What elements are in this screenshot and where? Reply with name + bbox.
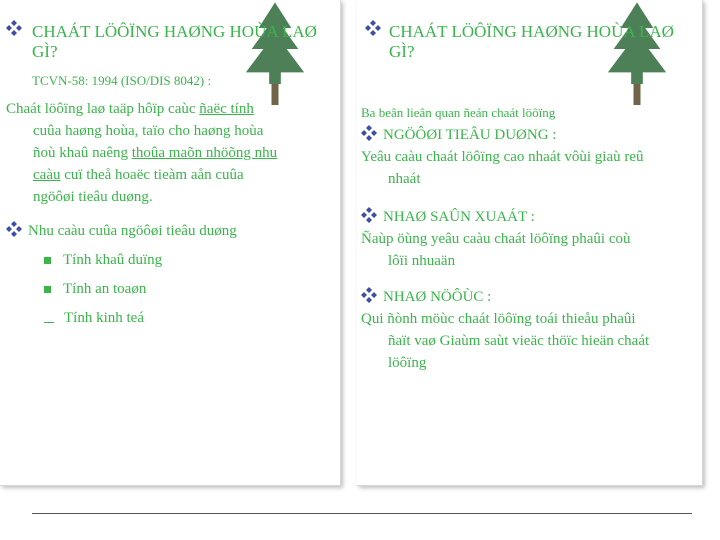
list-item: Tính kinh teá <box>44 304 162 333</box>
square-bullet-icon <box>44 286 51 293</box>
footer-divider <box>32 513 692 514</box>
needs-heading: Nhu caàu cuûa ngöôøi tieâu duøng <box>6 220 324 242</box>
list-item: Tính khaû duïng <box>44 246 162 275</box>
right-slide-panel <box>357 0 703 486</box>
left-slide-panel <box>0 0 341 486</box>
four-diamond-bullet-icon <box>361 287 377 303</box>
four-diamond-bullet-icon <box>361 207 377 223</box>
quality-definition: Chaát löôïng laø taäp hôïp caùc ñaëc tính cuûa haøng hoùa, taïo cho haøng hoùa ñoù khaû naêng thoûa maõn nhöõng nhu caàu cuï theå hoaëc tieàm aån cuûa ngöôøi tieâu duøng. <box>6 101 278 205</box>
left-title: CHAÁT LÖÔÏNG HAØNG HOÙA LAØ GÌ? <box>6 22 330 62</box>
list-item: Tính an toaøn <box>44 275 162 304</box>
square-bullet-icon <box>44 257 51 264</box>
producer-section: NHAØ SAÛN XUAÁT : Ñaùp öùng yeâu caàu chaát löôïng phaûi coù lôïi nhuaän <box>361 209 631 269</box>
four-diamond-bullet-icon <box>6 221 22 237</box>
dash-bullet-icon <box>44 314 54 323</box>
consumer-section: NGÖÔØI TIEÂU DUØNG : Yeâu caàu chaát löôïng cao nhaát vôùi giaù reû nhaát <box>361 127 644 187</box>
right-title: CHAÁT LÖÔÏNG HAØNG HOÙA LAØ GÌ? <box>365 22 694 62</box>
state-section: NHAØ NÖÔÙC : Qui ñònh möùc chaát löôïng toái thieåu phaûi ñaït vaø Giaùm saùt vieäc thöïc hieän chaát löôïng <box>361 289 650 371</box>
four-diamond-bullet-icon <box>365 20 381 36</box>
four-diamond-bullet-icon <box>6 20 22 36</box>
four-diamond-bullet-icon <box>361 125 377 141</box>
parties-intro: Ba beân lieân quan ñeán chaát löôïng <box>361 105 556 120</box>
needs-list <box>44 246 162 333</box>
standard-reference: TCVN-58: 1994 (ISO/DIS 8042) : <box>32 73 212 88</box>
